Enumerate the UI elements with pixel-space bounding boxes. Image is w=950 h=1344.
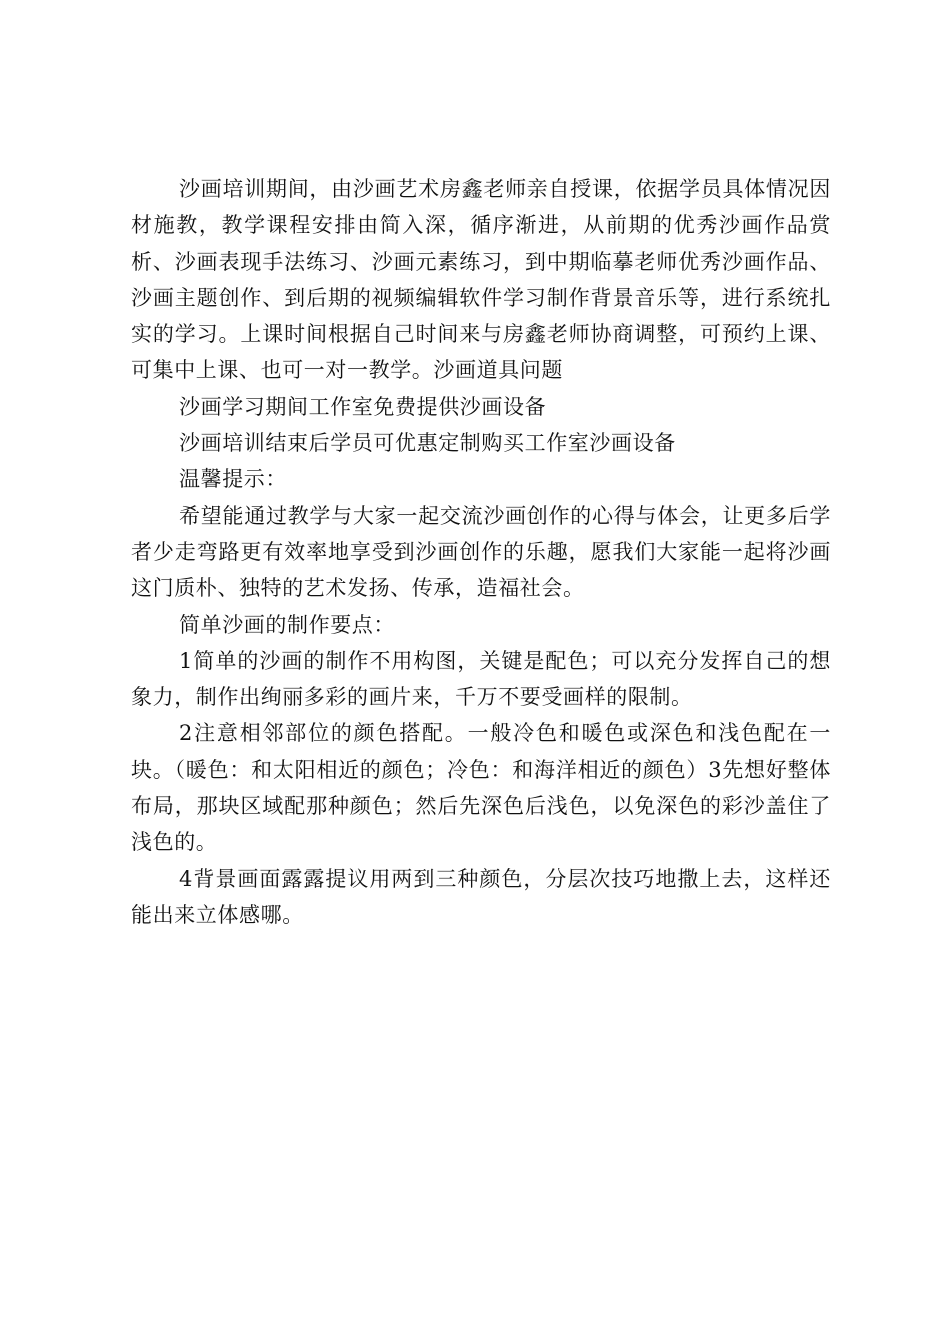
paragraph-course-intro: 沙画培训期间，由沙画艺术房鑫老师亲自授课，依据学员具体情况因材施教，教学课程安排由简入深，循序渐进，从前期的优秀沙画作品赏析、沙画表现手法练习、沙画元素练习，到中期临摹老师优秀沙画作品、沙画主题创作、到后期的视频编辑软件学习制作背景音乐等，进行系统扎实的学习。上课时间根据自己时间来与房鑫老师协商调整，可预约上课、可集中上课、也可一对一教学。沙画道具问题: [131, 177, 831, 383]
paragraph-point-1: 1简单的沙画的制作不用构图，关键是配色；可以充分发挥自己的想象力，制作出绚丽多彩的画片来，千万不要受画样的限制。: [131, 648, 831, 710]
paragraph-discount-equipment: 沙画培训结束后学员可优惠定制购买工作室沙画设备: [179, 431, 676, 456]
document-body: [131, 171, 831, 933]
paragraph-tips-heading: 温馨提示：: [179, 467, 287, 492]
paragraph-hope: 希望能通过教学与大家一起交流沙画创作的心得与体会，让更多后学者少走弯路更有效率地享受到沙画创作的乐趣，愿我们大家能一起将沙画这门质朴、独特的艺术发扬、传承，造福社会。: [131, 503, 831, 601]
paragraph-key-points-heading: 简单沙画的制作要点：: [179, 612, 395, 637]
paragraph-point-4: 4背景画面露露提议用两到三种颜色，分层次技巧地撒上去，这样还能出来立体感哪。: [131, 866, 831, 927]
paragraph-point-2-3: 2注意相邻部位的颜色搭配。一般冷色和暖色或深色和浅色配在一块。（暖色：和太阳相近的颜色；冷色：和海洋相近的颜色）3先想好整体布局，那块区域配那种颜色；然后先深色后浅色，以免深色的彩沙盖住了浅色的。: [131, 721, 831, 855]
paragraph-free-equipment: 沙画学习期间工作室免费提供沙画设备: [179, 394, 547, 419]
